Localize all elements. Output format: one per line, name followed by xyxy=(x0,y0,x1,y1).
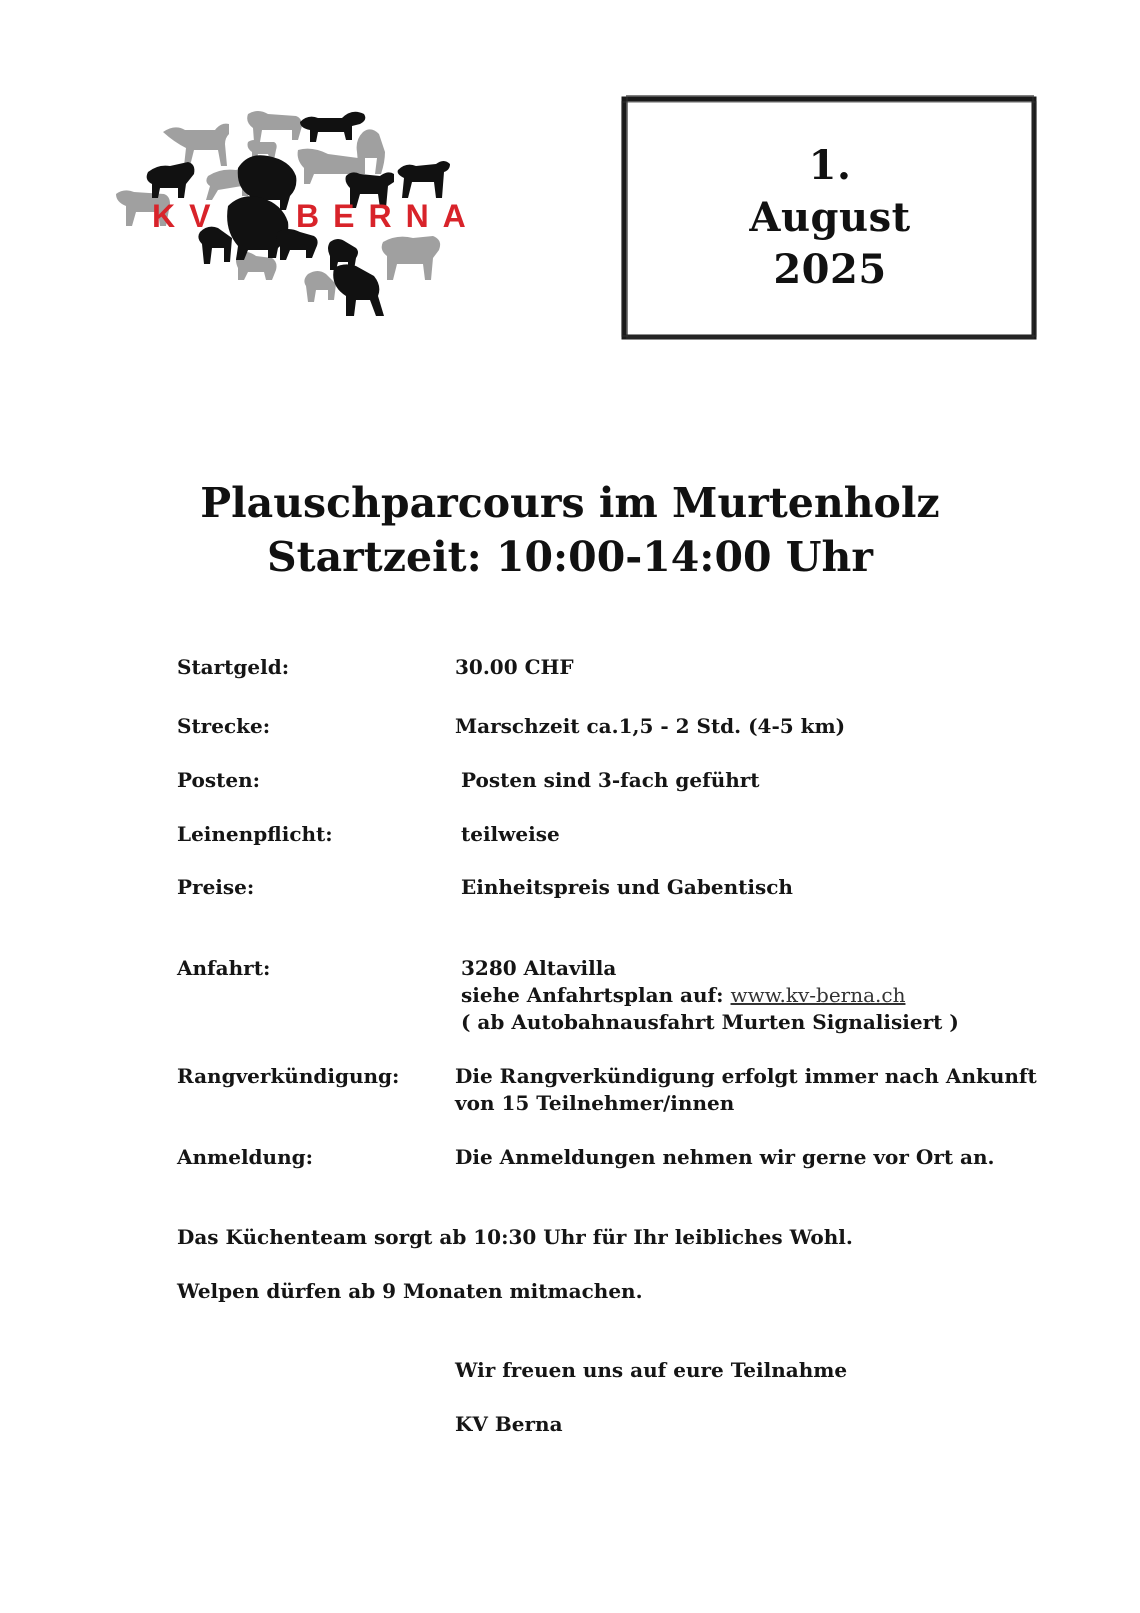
detail-value xyxy=(461,955,959,1036)
rang-line-2: von 15 Teilnehmer/innen xyxy=(455,1091,735,1115)
detail-value: Einheitspreis und Gabentisch xyxy=(461,875,793,899)
anfahrt-address: 3280 Altavilla xyxy=(461,956,617,980)
detail-value: Die Anmeldungen nehmen wir gerne vor Ort an. xyxy=(455,1145,995,1169)
title-line-2: Startzeit: 10:00-14:00 Uhr xyxy=(267,533,873,581)
anfahrt-plan-line xyxy=(461,982,959,1009)
note-kitchen: Das Küchenteam sorgt ab 10:30 Uhr für Ihr leibliches Wohl. xyxy=(177,1225,853,1249)
date-month: August xyxy=(749,194,911,241)
detail-label: Preise: xyxy=(177,875,255,899)
closing-greeting: Wir freuen uns auf eure Teilnahme xyxy=(455,1358,848,1382)
detail-value: teilweise xyxy=(461,822,560,846)
date-box xyxy=(620,94,1040,342)
title-line-1: Plauschparcours im Murtenholz xyxy=(200,479,940,527)
logo-text-berna: BERNA xyxy=(296,198,480,234)
anfahrt-plan-prefix: siehe Anfahrtsplan auf: xyxy=(461,983,724,1007)
detail-label: Leinenpflicht: xyxy=(177,822,333,846)
detail-label: Startgeld: xyxy=(177,655,290,679)
detail-value xyxy=(455,1063,1037,1117)
detail-label: Posten: xyxy=(177,768,260,792)
detail-label: Strecke: xyxy=(177,714,271,738)
closing-signature: KV Berna xyxy=(455,1412,563,1436)
detail-value: Marschzeit ca.1,5 - 2 Std. (4-5 km) xyxy=(455,714,846,738)
date-year: 2025 xyxy=(773,246,887,293)
detail-label: Anfahrt: xyxy=(177,956,271,980)
detail-value: 30.00 CHF xyxy=(455,655,574,679)
anfahrt-note: ( ab Autobahnausfahrt Murten Signalisiert ) xyxy=(461,1010,959,1034)
rang-line-1: Die Rangverkündigung erfolgt immer nach Ankunft xyxy=(455,1064,1037,1088)
kv-berna-logo xyxy=(108,102,500,337)
dog-silhouettes-logo xyxy=(108,102,500,337)
event-title xyxy=(0,476,1140,584)
website-link[interactable]: www.kv-berna.ch xyxy=(730,983,906,1007)
date-day: 1. xyxy=(808,142,852,189)
detail-label: Anmeldung: xyxy=(177,1145,313,1169)
detail-label: Rangverkündigung: xyxy=(177,1064,400,1088)
event-date xyxy=(620,94,1040,342)
note-puppies: Welpen dürfen ab 9 Monaten mitmachen. xyxy=(177,1279,643,1303)
detail-value: Posten sind 3-fach geführt xyxy=(461,768,760,792)
logo-text-kv: KV xyxy=(152,198,225,234)
